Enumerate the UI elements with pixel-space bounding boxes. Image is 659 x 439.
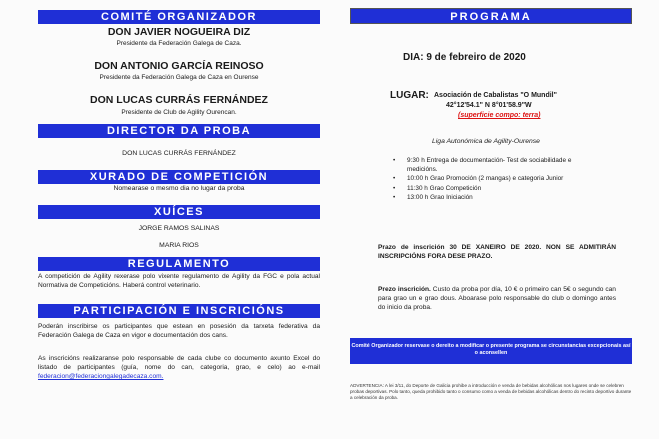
participacion-text-1: Poderán inscribirse os participantes que estean en posesión da tarxeta federativa da Federación Galega de Caza en vigor e documentación dos cans.	[38, 323, 320, 340]
member-name: DON JAVIER NOGUEIRA DIZ	[107, 26, 251, 38]
lugar-surface: (superficie compo: terra)	[458, 112, 541, 119]
member-role: Presidente de Club de Agility Ourencan.	[121, 109, 237, 116]
prazo-text: Prazo de inscrición 30 DE XANEIRO DE 2020. NON SE ADMITIRÁN INSCRIPCIÓNS FORA DESE PRAZO.	[378, 244, 616, 261]
prezo-text	[378, 285, 616, 313]
director-header: DIRECTOR DA PROBA	[38, 124, 320, 138]
liga-title: Liga Autonómica de Agility-Ourense	[432, 138, 540, 145]
schedule-item: • 10:00 h Grao Promoción (2 mangas) e categoria Junior	[393, 175, 583, 184]
xurado-text: Nomearase o mesmo dia no lugar da proba	[113, 185, 245, 192]
email-link[interactable]: federacion@federaciongalegadecaza.com.	[38, 373, 164, 381]
member-role: Presidente da Federación Galega de Caza.	[116, 40, 242, 47]
programa-header: PROGRAMA	[350, 8, 632, 24]
advertencia-text: ADVERTENCIA: A lei 3/11, do Deporte de Galicia prohibe a introducción e venda de bebidas alcohólicas nos lugares onde se celebren probas deportivas. Polo tanto, queda prohibido tanto o consumo como a venda de bebidas alcohólicas dentro do recinto deportivo durante a celebración da proba.	[350, 383, 632, 400]
participacion-text-2	[38, 354, 320, 382]
director-name: DON LUCAS CURRÁS FERNÁNDEZ	[122, 150, 236, 157]
schedule-list	[393, 157, 583, 204]
participacion-text-2-body: As inscricións realizaranse polo responsable de cada clube co documento axunto Excel do listado de participantes (guía, nome do can, categoria, grao, e celo) ao e-mail	[38, 355, 320, 372]
lugar-place: Asociación de Cabalistas "O Mundil"	[434, 92, 557, 99]
member-name: DON ANTONIO GARCÍA REINOSO	[94, 60, 264, 72]
event-date: DIA: 9 de febreiro de 2020	[403, 52, 526, 63]
prezo-label: Prezo inscrición.	[378, 286, 431, 293]
lugar-coords: 42°12'54.1" N 8°01'58.9"W	[446, 102, 532, 109]
xuiz-name: MARIA RIOS	[159, 242, 199, 249]
schedule-item: • 13:00 h Grao Iniciación	[393, 194, 583, 203]
prezo-body: Custo da proba por día, 10 € o primeiro can 5€ o segundo can para grao un e grao dous. Aboarase polo responsable do club o domingo antes do inicio da proba.	[378, 286, 616, 312]
xuices-header: XUÍCES	[38, 205, 320, 219]
xurado-header: XURADO DE COMPETICIÓN	[38, 170, 320, 184]
regulamento-text: A competición de Agility rexerase polo vixente regulamento de Agility da FGC e pola actual Normativa de Competicións. Haberá control veterinario.	[38, 273, 320, 290]
schedule-item: • 9:30 h Entrega de documentación- Test de sociabilidade e medicións.	[393, 157, 583, 174]
notice-box: Comité Organizador reservase o dereito a modificar o presente programa se circunstancias excepcionais así o aconsellen	[350, 338, 632, 364]
member-role: Presidente da Federación Galega de Caza en Ourense	[99, 74, 259, 81]
participacion-header: PARTICIPACIÓN E INSCRICIÓNS	[38, 304, 320, 318]
regulamento-header: REGULAMENTO	[38, 257, 320, 271]
schedule-item: • 11:30 h Grao Competición	[393, 185, 583, 194]
lugar-label: LUGAR:	[390, 90, 429, 101]
xuiz-name: JORGE RAMOS SALINAS	[138, 225, 220, 232]
member-name: DON LUCAS CURRÁS FERNÁNDEZ	[90, 94, 268, 106]
comite-header: COMITÉ ORGANIZADOR	[38, 10, 320, 24]
